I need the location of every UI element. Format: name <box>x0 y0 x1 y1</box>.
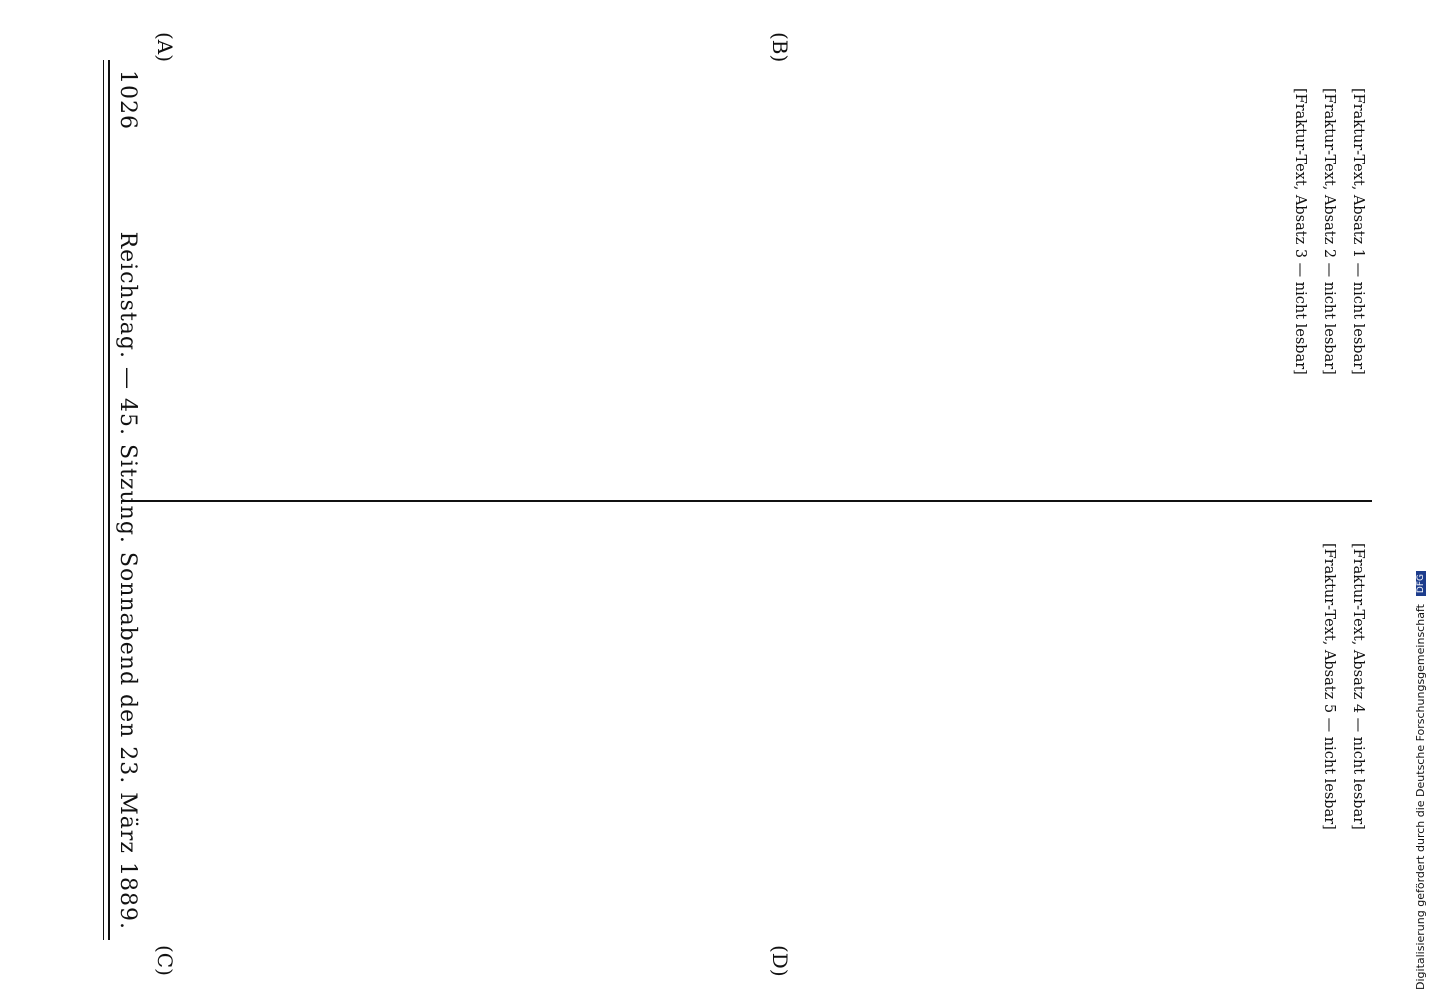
margin-letter-a: (A) <box>153 32 177 63</box>
paragraph: [Fraktur-Text, Absatz 4 — nicht lesbar] <box>1350 543 1366 830</box>
paragraph: [Fraktur-Text, Absatz 5 — nicht lesbar] <box>1321 543 1337 830</box>
text-column-left <box>152 70 1372 480</box>
margin-letter-d: (D) <box>768 945 792 977</box>
page-number: 1026 <box>115 70 140 130</box>
digitization-footer <box>1414 0 1427 990</box>
header-rule <box>108 60 110 940</box>
column-divider <box>132 500 1372 502</box>
margin-letter-b: (B) <box>768 32 792 63</box>
text-column-right <box>152 525 1372 935</box>
paragraph: [Fraktur-Text, Absatz 3 — nicht lesbar] <box>1292 88 1308 375</box>
margin-letter-c: (C) <box>153 945 177 976</box>
footer-text: Digitalisierung gefördert durch die Deutsche Forschungsgemeinschaft <box>1414 604 1427 990</box>
paragraph: [Fraktur-Text, Absatz 2 — nicht lesbar] <box>1321 88 1337 375</box>
running-title: Reichstag. — 45. Sitzung. Sonnabend den 23. März 1889. <box>115 231 140 930</box>
header-rule-thin <box>103 60 104 940</box>
paragraph: [Fraktur-Text, Absatz 1 — nicht lesbar] <box>1350 88 1366 375</box>
dfg-logo-icon: DFG <box>1416 571 1426 596</box>
